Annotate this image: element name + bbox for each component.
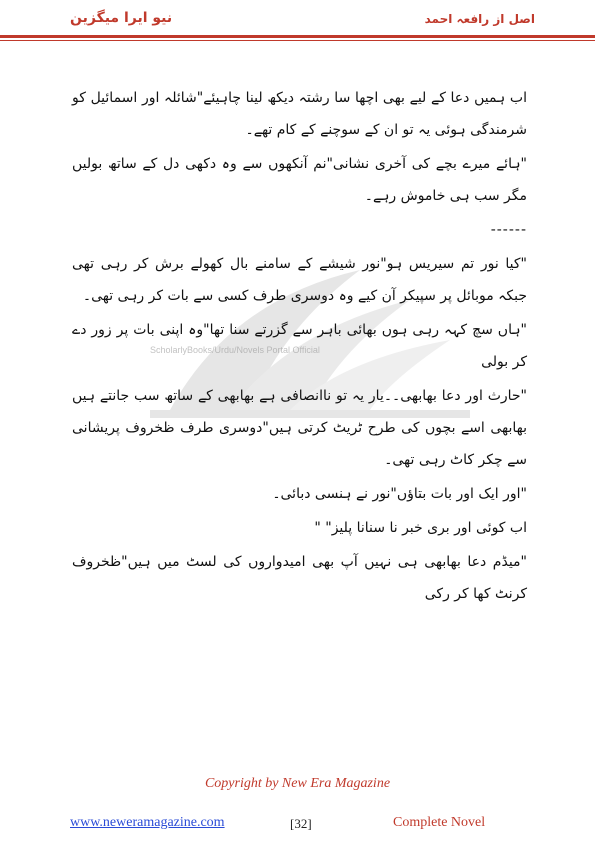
- paragraph: اب ہمیں دعا کے لیے بھی اچھا سا رشتہ دیکھ لینا چاہیئے"شائلہ اور اسمائیل کو شرمندگی ہوئی یہ تو ان کے سوچنے کے کام تھے۔: [72, 90, 527, 138]
- article-body: [72, 82, 527, 612]
- complete-novel-label: Complete Novel: [393, 815, 486, 830]
- magazine-name-header: نیو ایرا میگزین: [70, 10, 173, 26]
- page-number: [32]: [290, 816, 312, 831]
- paragraph: "میڈم دعا بھابھی ہی نہیں آپ بھی امیدواروں کی لسٹ میں ہیں"ظخروف کرنٹ کھا کر رکی: [72, 554, 527, 602]
- paragraph: "کیا نور تم سیریس ہو"نور شیشے کے سامنے بال کھولے برش کر رہی تھی جبکہ موبائل پر سپیکر آن کیے وہ دوسری طرف کسی سے بات کر رہی تھی۔: [72, 256, 527, 304]
- header-divider-thick: [0, 35, 595, 38]
- paragraph: "حارث اور دعا بھابھی۔۔یار یہ تو ناانصافی ہے بھابھی کے ساتھ سب جانتے ہیں بھابھی اسے بچوں کی طرح ٹریٹ کرتی ہیں"دوسری طرف ظخروف پریشانی سے چکر کاٹ رہی تھی۔: [72, 388, 527, 468]
- section-separator: ------: [490, 222, 527, 238]
- watermark-text: ScholarlyBooks/Urdu/Novels Portal Official: [150, 345, 320, 355]
- paragraph: اب کوئی اور بری خبر نا سنانا پلیز" ": [314, 520, 527, 536]
- paragraph: "ہائے میرے بچے کی آخری نشانی"نم آنکھوں سے وہ دکھی دل کے ساتھ بولیں مگر سب ہی خاموش رہے۔: [72, 156, 527, 204]
- copyright-notice: Copyright by New Era Magazine: [204, 776, 391, 791]
- paragraph: "اور ایک اور بات بتاؤں"نور نے ہنسی دبائی۔: [272, 486, 527, 502]
- website-link[interactable]: www.neweramagazine.com: [70, 815, 225, 830]
- header-divider-thin: [0, 40, 595, 41]
- author-header: اصل از رافعہ احمد: [424, 12, 535, 26]
- paragraph: "ہاں سچ کہہ رہی ہوں بھائی باہر سے گزرتے سنا تھا"وہ اپنی بات پر زور دے کر بولی: [72, 322, 527, 370]
